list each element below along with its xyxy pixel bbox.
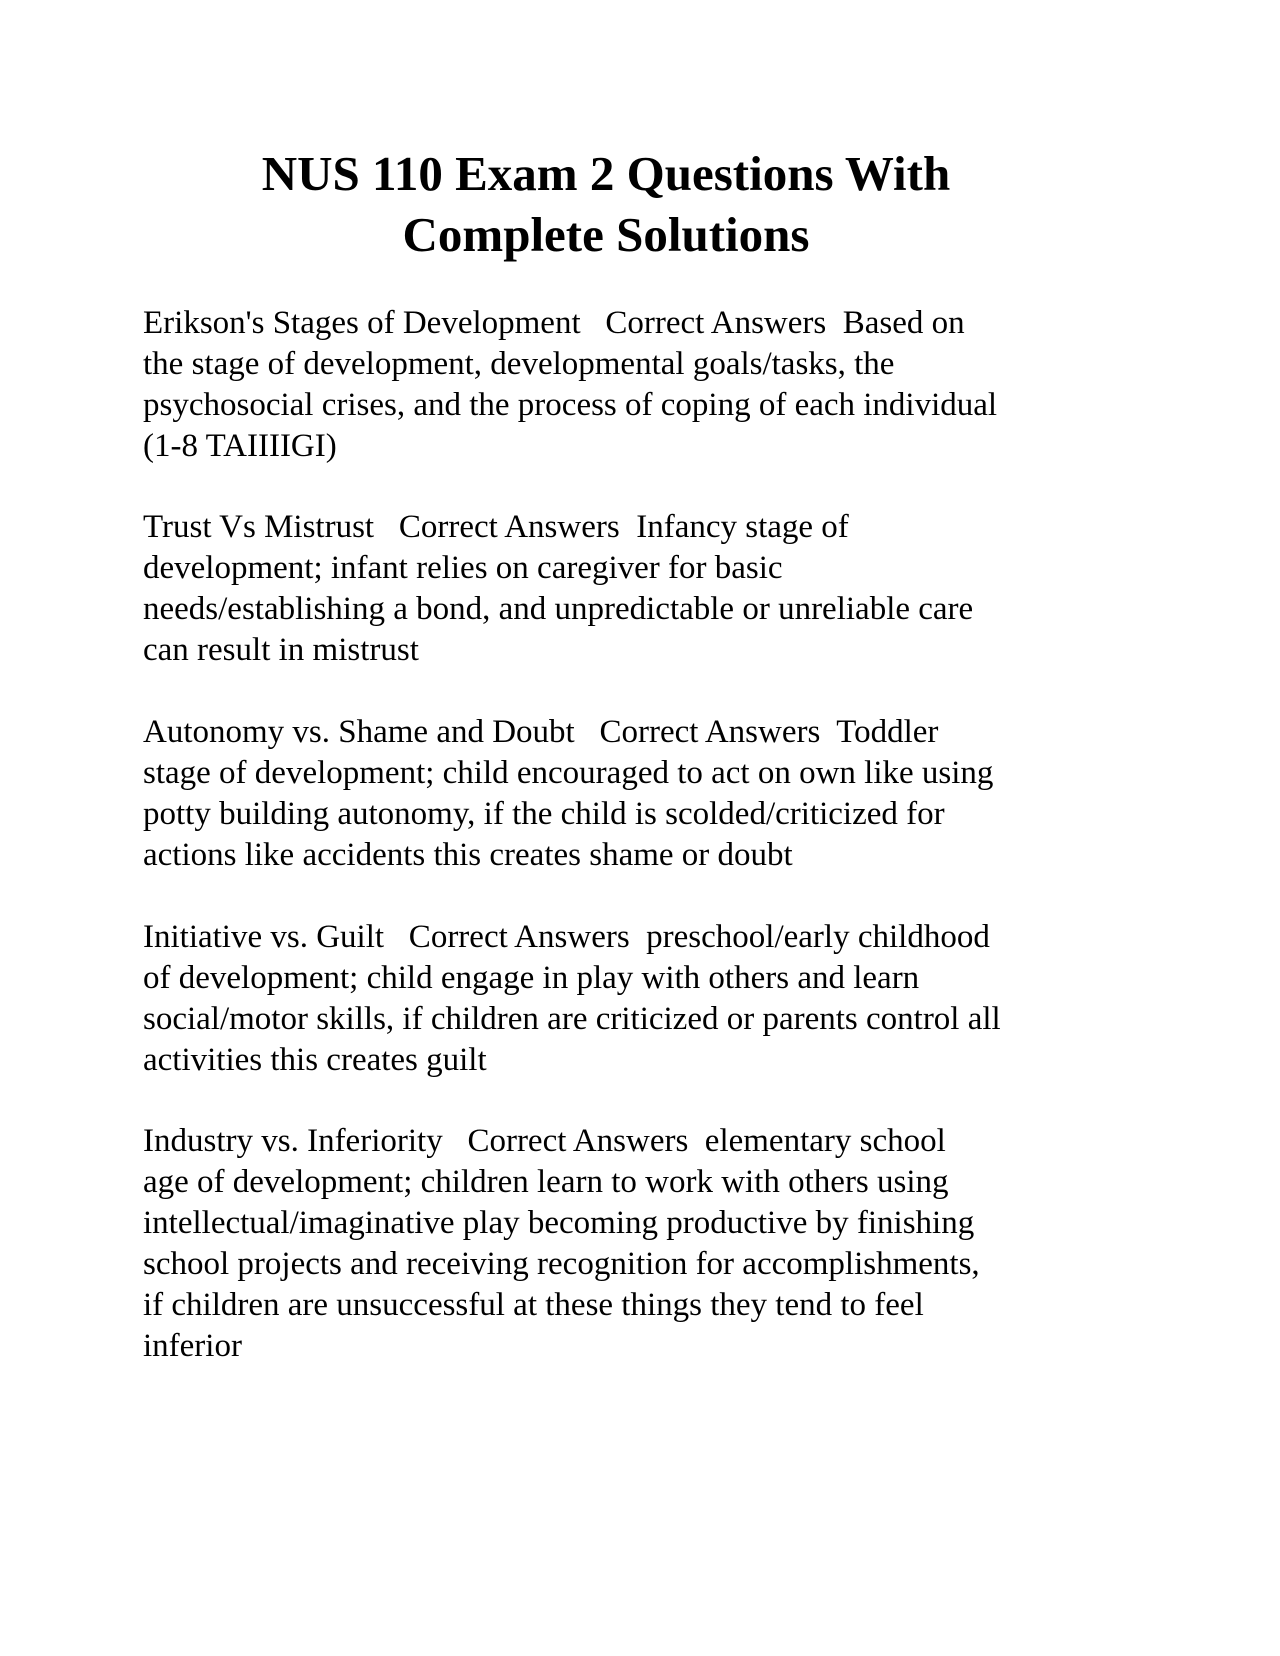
text-line: Industry vs. Inferiority Correct Answers elementary school [143,1123,946,1159]
text-line: development; infant relies on caregiver for basic [143,550,783,586]
qa-paragraph-trust [143,507,973,671]
text-line: (1-8 TAIIIIGI) [143,428,337,464]
qa-paragraph-autonomy [143,712,993,876]
text-line: Erikson's Stages of Development Correct Answers Based on [143,305,965,341]
qa-paragraph-erikson [143,303,997,467]
text-line: Trust Vs Mistrust Correct Answers Infancy stage of [143,509,849,545]
text-line: activities this creates guilt [143,1042,487,1078]
text-line: school projects and receiving recognition for accomplishments, [143,1246,980,1282]
text-line: if children are unsuccessful at these things they tend to feel [143,1287,924,1323]
text-line: can result in mistrust [143,632,419,668]
text-line: inferior [143,1328,242,1364]
text-line: Initiative vs. Guilt Correct Answers preschool/early childhood [143,919,990,955]
text-line: psychosocial crises, and the process of coping of each individual [143,387,998,423]
text-line: social/motor skills, if children are criticized or parents control all [143,1001,1001,1037]
qa-paragraph-industry [143,1121,980,1367]
text-line: intellectual/imaginative play becoming productive by finishing [143,1205,975,1241]
document-title [0,143,1212,265]
text-line: stage of development; child encouraged to act on own like using [143,755,994,791]
title-line: NUS 110 Exam 2 Questions With [261,146,951,201]
text-line: Autonomy vs. Shame and Doubt Correct Answers Toddler [143,714,939,750]
qa-paragraph-initiative [143,917,1001,1081]
text-line: age of development; children learn to work with others using [143,1164,949,1200]
text-line: actions like accidents this creates shame or doubt [143,837,793,873]
text-line: of development; child engage in play with others and learn [143,960,920,996]
text-line: needs/establishing a bond, and unpredictable or unreliable care [143,591,974,627]
text-line: potty building autonomy, if the child is scolded/criticized for [143,796,945,832]
text-line: the stage of development, developmental goals/tasks, the [143,346,895,382]
title-line: Complete Solutions [402,207,810,262]
